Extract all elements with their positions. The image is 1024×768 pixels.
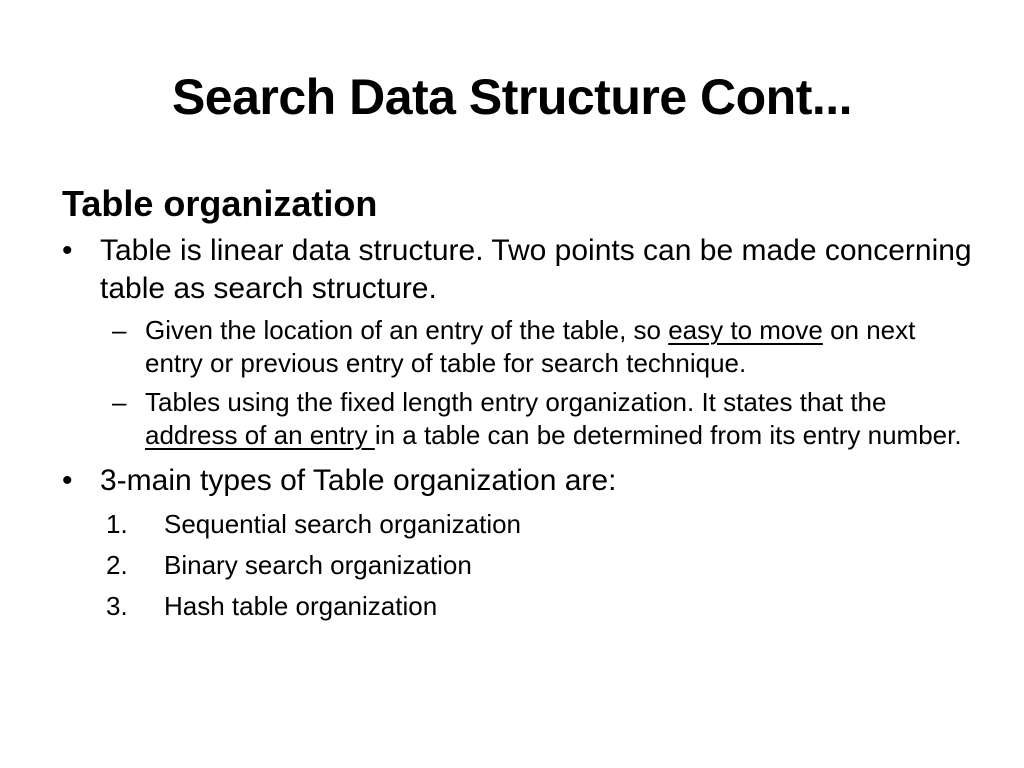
- item-label: Sequential search organization: [164, 509, 522, 539]
- numbered-item: [62, 549, 972, 582]
- bullet-icon: •: [62, 234, 73, 267]
- bullet-item: [62, 462, 972, 500]
- sub-bullet-text-end: in a table can be determined from its entry number.: [374, 420, 962, 450]
- sub-bullet-text-end: on next entry or previous entry of table for search technique.: [145, 315, 916, 378]
- sub-bullet-item: [62, 314, 972, 380]
- sub-bullet-text-start: Tables using the fixed length entry organization. It states that the: [145, 387, 887, 417]
- bullet-text: 3-main types of Table organization are:: [100, 464, 617, 497]
- item-label: Hash table organization: [164, 591, 438, 621]
- underlined-phrase: address of an entry: [145, 420, 375, 450]
- dash-icon: –: [112, 387, 127, 417]
- slide-title: Search Data Structure Cont...: [171, 69, 853, 125]
- sub-bullet-item: [62, 386, 972, 452]
- numbered-item: [62, 590, 972, 623]
- item-number: 3.: [106, 591, 128, 621]
- bullet-text: Table is linear data structure. Two points can be made concerning table as search structure.: [100, 234, 972, 305]
- item-number: 1.: [106, 509, 128, 539]
- sub-bullet-text-start: Given the location of an entry of the table, so: [145, 315, 669, 345]
- item-number: 2.: [106, 550, 128, 580]
- item-label: Binary search organization: [164, 550, 472, 580]
- section-heading: Table organization: [62, 183, 378, 224]
- slide-body: [62, 180, 972, 623]
- bullet-icon: •: [62, 464, 73, 497]
- spacer: [62, 452, 972, 462]
- underlined-phrase: easy to move: [668, 315, 823, 345]
- dash-icon: –: [112, 315, 127, 345]
- bullet-item: [62, 232, 972, 308]
- numbered-item: [62, 508, 972, 541]
